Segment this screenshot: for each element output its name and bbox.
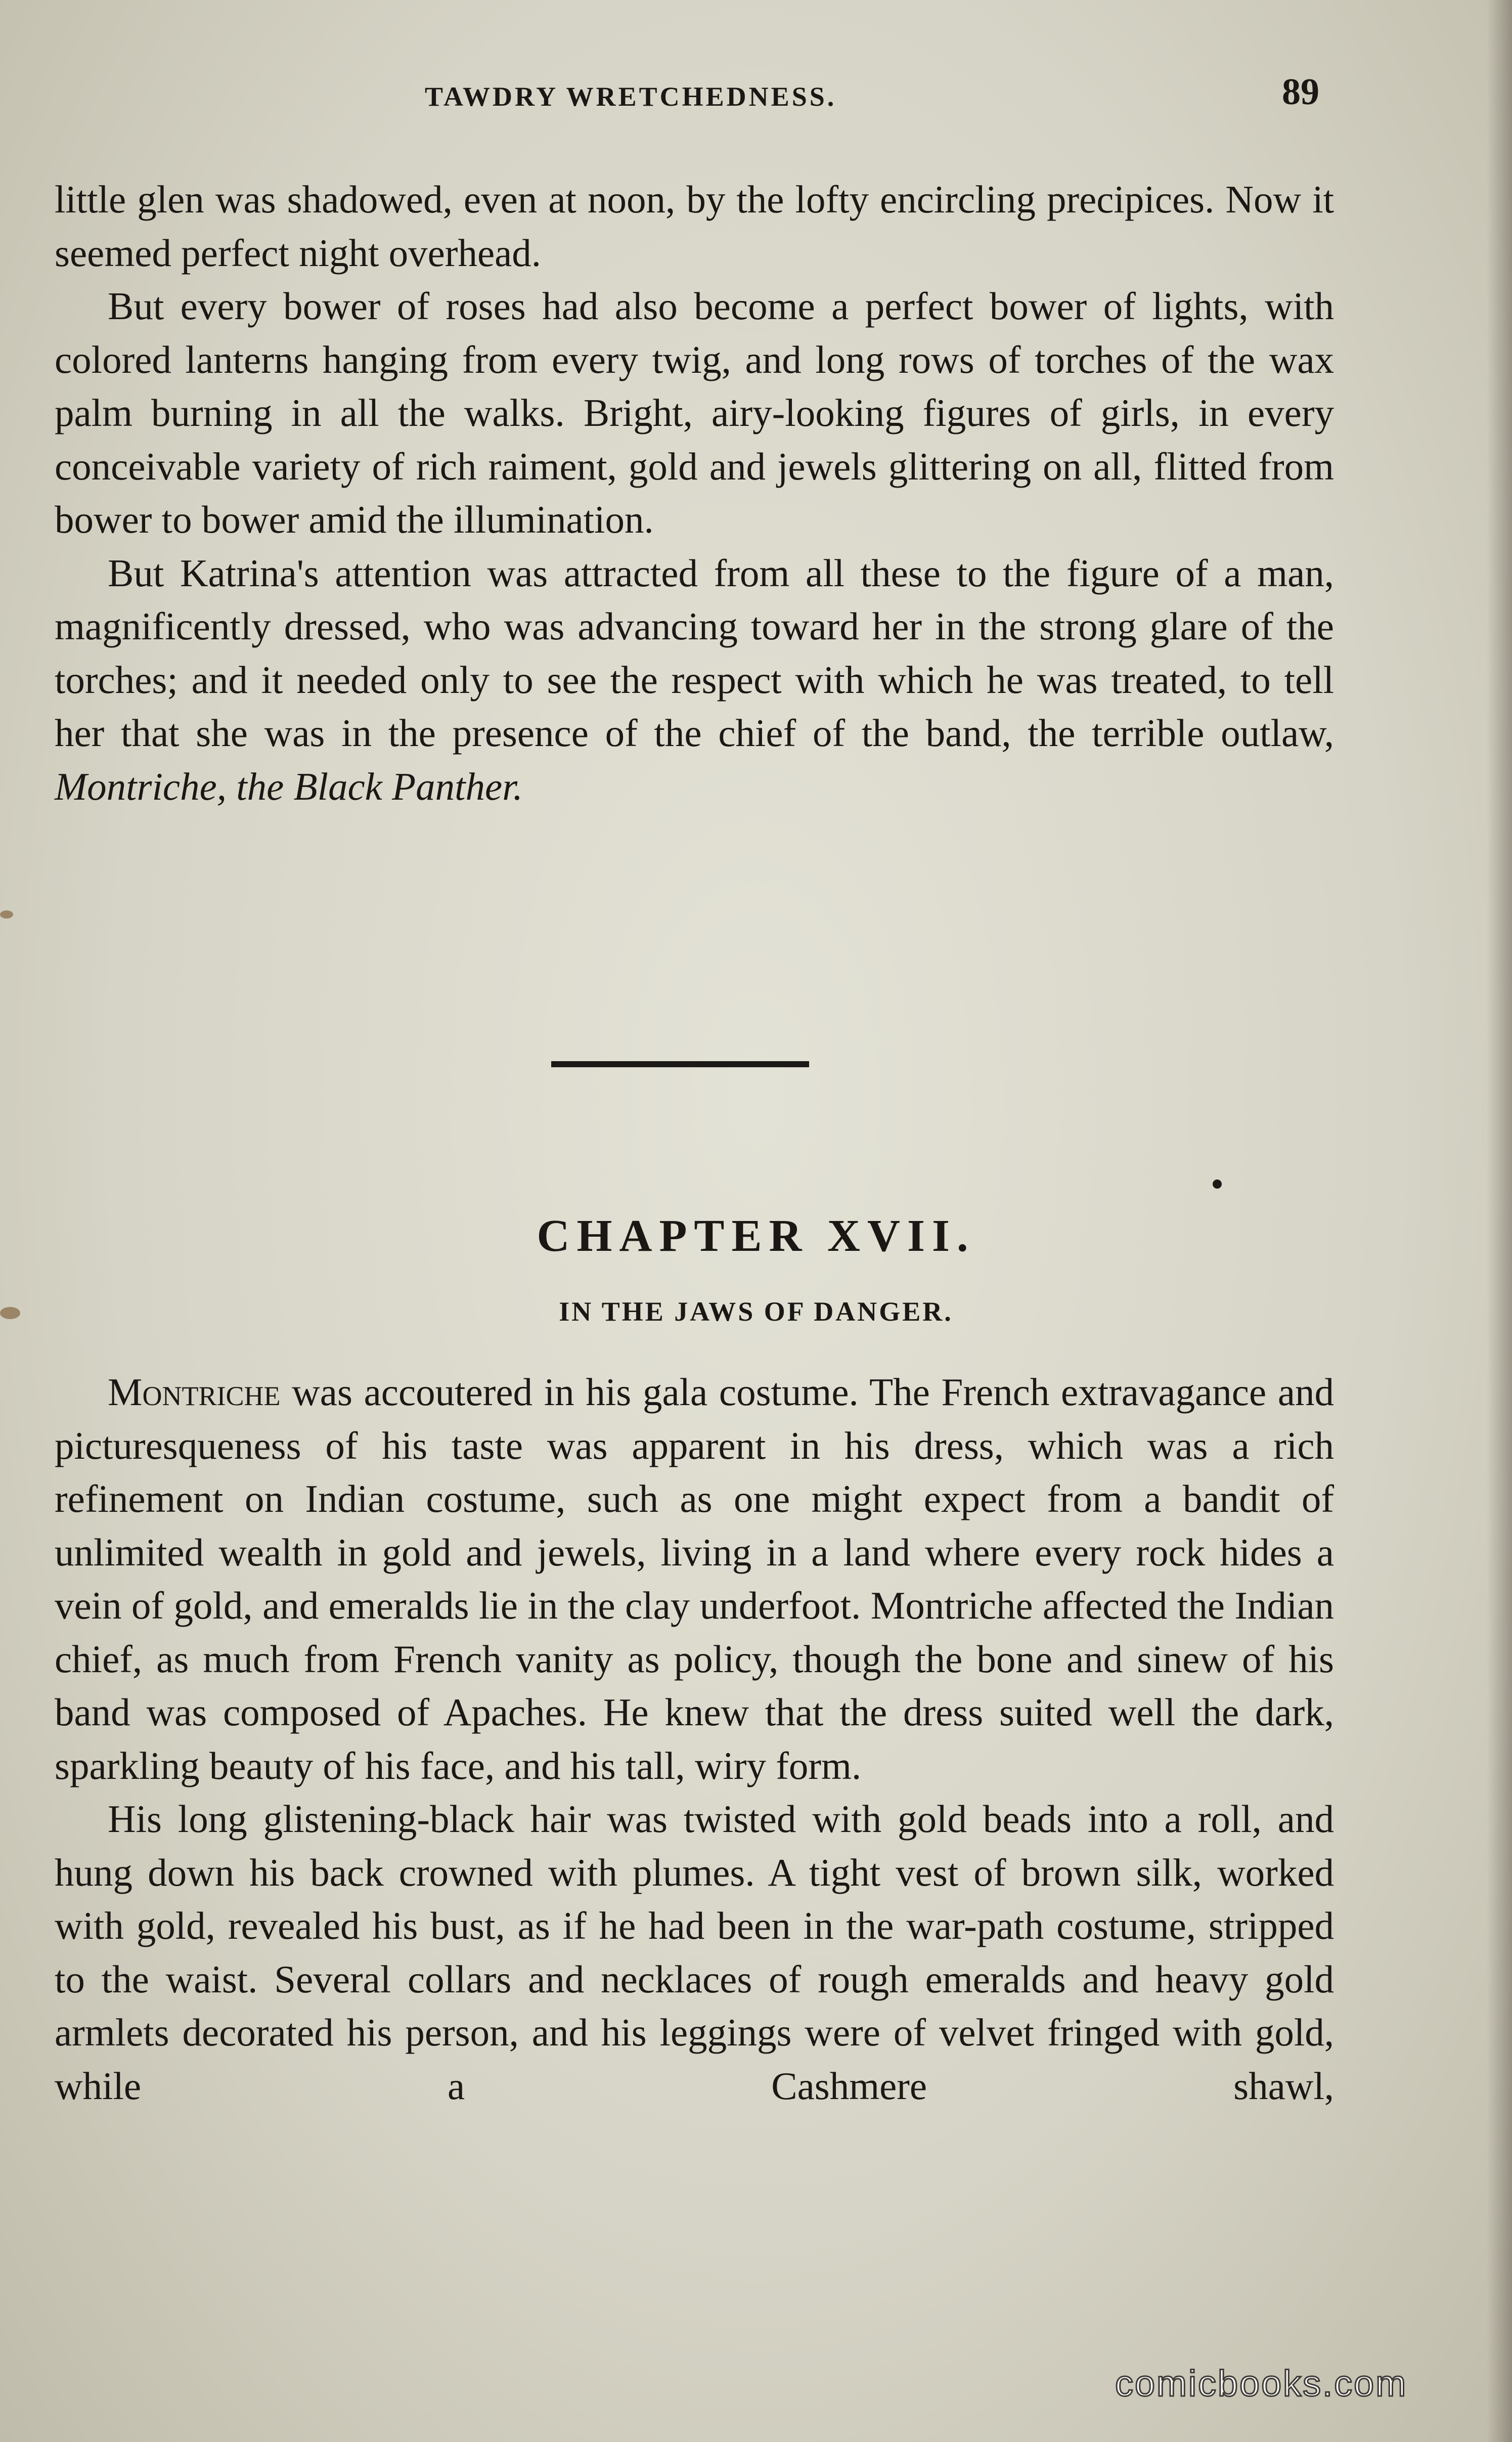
paragraph-text: was accoutered in his gala costume. The French extravagance and picturesqueness of his taste was apparent in his dress, which was a rich refinement on Indian costume, such as one might expect from a bandit of unlimited wealth in gold and jewels, living in a land where every rock hides a vein of gold, and emeralds lie in the clay underfoot. Montriche affected the Indian chief, as much from French vanity as policy, though the bone and sinew of his band was composed of Apaches. He knew that the dress suited well the dark, sparkling beauty of his face, and his tall, wiry form. [55,1370,1335,1787]
section-divider-rule [551,1061,809,1067]
chapter-heading: CHAPTER XVII. [537,1211,975,1261]
watermark: comicbooks.com [1115,2364,1408,2404]
paragraph: His long glistening-black hair was twisted with gold beads into a roll, and hung down his back crowned with plumes. A tight vest of brown silk, worked with gold, revealed his bust, as if he had been in the war-path costume, stripped to the waist. Several collars and necklaces of rough emeralds and heavy gold armlets decorated his person, and his leggings were of velvet fringed with gold, while a Cashmere shawl, [55,1797,1334,2108]
section-before-chapter [55,173,1334,813]
paragraph: little glen was shadowed, even at noon, by the lofty encircling precipices. Now it seemed perfect night overhead. [55,178,1334,275]
italic-name: Montriche, the Black Panther. [55,764,523,808]
paragraph [55,1366,1334,1793]
paragraph-text: But Katrina's attention was attracted from all these to the figure of a man, magnificently dressed, who was advancing toward her in the strong glare of the torches; and it needed only to see the respect with which he was treated, to tell her that she was in the presence of the chief of the band, the terrible outlaw, [55,551,1334,755]
paragraph: But every bower of roses had also become a perfect bower of lights, with colored lanterns hanging from every twig, and long rows of torches of the wax palm burning in all the walks. Bright, airy-looking figures of girls, in every conceivable variety of rich raiment, gold and jewels glittering on all, flitted from bower to bower amid the illumination. [55,284,1334,541]
page-header [0,71,1512,126]
binding-hole [0,910,13,919]
running-head: TAWDRY WRETCHEDNESS. [425,81,837,112]
page-number: 89 [1282,71,1319,113]
chapter-title: IN THE JAWS OF DANGER. [559,1296,953,1327]
lead-word: Montriche [108,1370,281,1414]
stray-mark [1213,1180,1222,1189]
chapter-body [55,1366,1334,2113]
paragraph [55,547,1334,814]
